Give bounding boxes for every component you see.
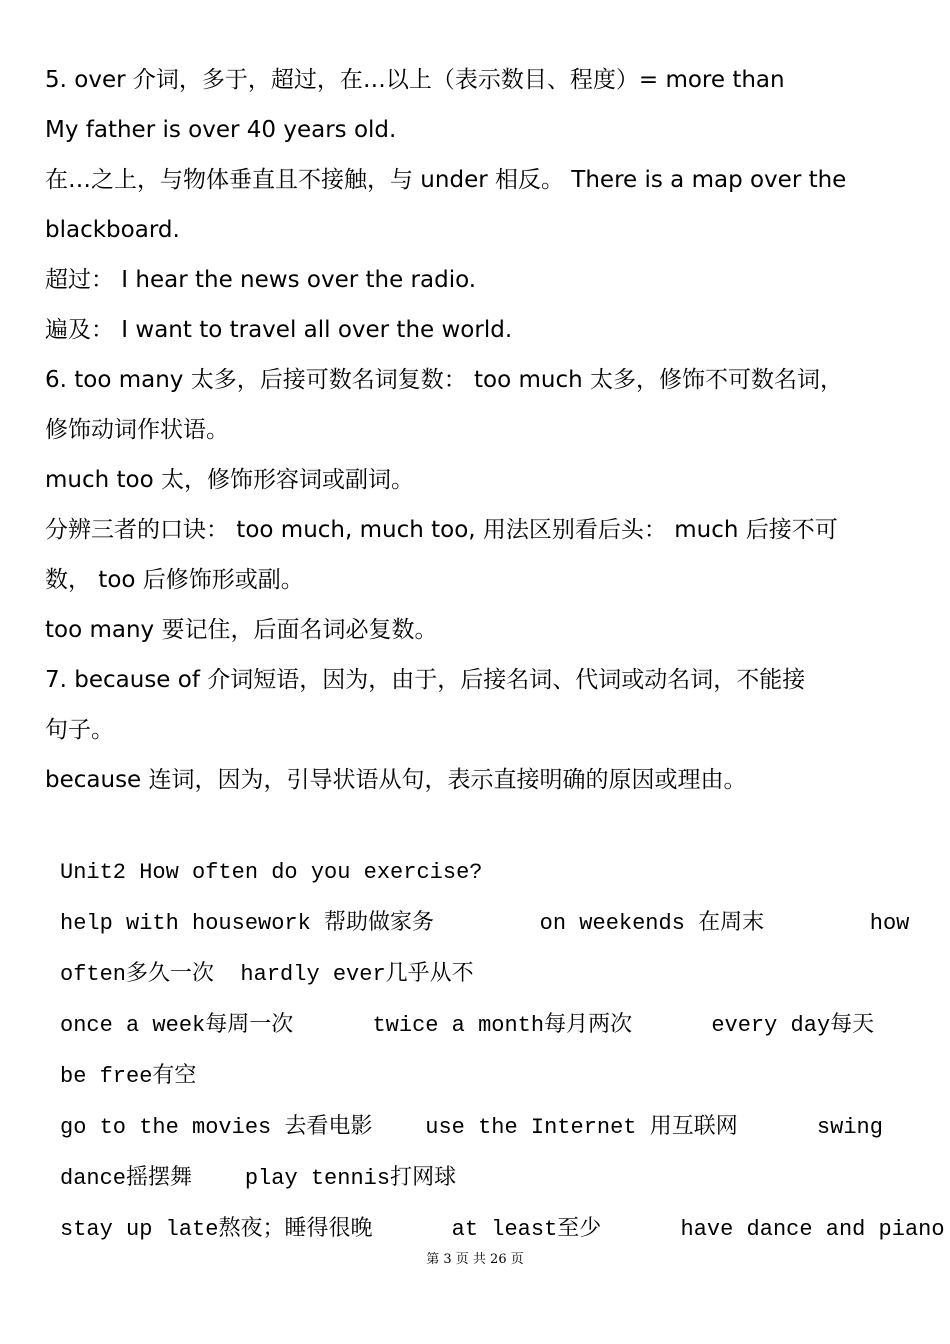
note-line: 在…之上，与物体垂直且不接触，与 under 相反。 There is a map over the — [45, 167, 847, 193]
vocab-chinese: 有空 — [152, 1063, 197, 1088]
vocab-english: every day — [632, 1013, 831, 1038]
vocab-english: often — [60, 962, 127, 987]
vocab-chinese: 打网球 — [390, 1165, 457, 1190]
vocab-english: be free — [60, 1064, 153, 1089]
note-line: 5. over 介词，多于，超过，在…以上（表示数目、程度）= more than — [45, 67, 785, 93]
vocab-english: have dance and piano — [601, 1217, 945, 1242]
grammar-notes — [45, 55, 900, 805]
vocab-english: play tennis — [192, 1166, 391, 1191]
vocab-line — [60, 949, 880, 1000]
vocab-english: at least — [372, 1217, 558, 1242]
vocab-line — [60, 1153, 880, 1204]
vocab-english: swing — [737, 1115, 883, 1140]
vocab-line — [60, 1102, 883, 1153]
note-line: 6. too many 太多，后接可数名词复数： too much 太多，修饰不可数名词， — [45, 367, 844, 393]
vocab-chinese: 摇摆舞 — [126, 1165, 193, 1190]
vocab-english: hardly ever — [214, 962, 386, 987]
vocab-chinese: 用互联网 — [649, 1114, 738, 1139]
vocab-lines — [60, 898, 945, 1255]
vocab-english: how — [764, 911, 910, 936]
note-line: too many 要记住，后面名词必复数。 — [45, 617, 438, 643]
vocab-line — [60, 1000, 880, 1051]
page-footer: 第 3 页 共 26 页 — [426, 1252, 524, 1267]
note-line: 数， too 后修饰形或副。 — [45, 567, 304, 593]
unit-title: Unit2 How often do you exercise? — [60, 860, 483, 885]
vocab-english: go to the movies — [60, 1115, 285, 1140]
note-line: 超过： I hear the news over the radio. — [45, 267, 477, 293]
vocab-chinese: 去看电影 — [284, 1114, 373, 1139]
vocab-english: once a week — [60, 1013, 206, 1038]
note-line: 分辨三者的口诀： too much, much too, 用法区别看后头： much 后接不可 — [45, 517, 838, 543]
vocab-english: on weekends — [434, 911, 699, 936]
vocab-chinese: 每天 — [830, 1012, 875, 1037]
vocab-english: twice a month — [293, 1013, 545, 1038]
vocab-chinese: 在周末 — [698, 910, 765, 935]
vocab-chinese: 每月两次 — [544, 1012, 633, 1037]
note-line: much too 太，修饰形容词或副词。 — [45, 467, 414, 493]
vocab-chinese: 每周一次 — [205, 1012, 294, 1037]
vocab-english: dance — [60, 1166, 127, 1191]
vocab-chinese: 几乎从不 — [385, 961, 474, 986]
vocab-chinese: 熬夜；睡得很晚 — [218, 1216, 373, 1241]
vocab-english: help with housework — [60, 911, 325, 936]
vocab-chinese: 多久一次 — [126, 961, 215, 986]
note-line: blackboard. — [45, 217, 180, 243]
vocab-chinese: 帮助做家务 — [324, 910, 435, 935]
note-line: because 连词，因为，引导状语从句，表示直接明确的原因或理由。 — [45, 767, 747, 793]
vocab-english: use the Internet — [372, 1115, 650, 1140]
vocab-line — [60, 898, 910, 949]
vocab-line — [60, 1051, 880, 1102]
note-line: My father is over 40 years old. — [45, 117, 397, 143]
vocab-english: stay up late — [60, 1217, 219, 1242]
unit-vocabulary — [60, 848, 945, 1255]
note-line: 句子。 — [45, 717, 114, 743]
note-line: 遍及： I want to travel all over the world. — [45, 317, 513, 343]
note-line: 修饰动词作状语。 — [45, 417, 229, 443]
note-line: 7. because of 介词短语，因为，由于，后接名词、代词或动名词，不能接 — [45, 667, 806, 693]
vocab-chinese: 至少 — [557, 1216, 602, 1241]
